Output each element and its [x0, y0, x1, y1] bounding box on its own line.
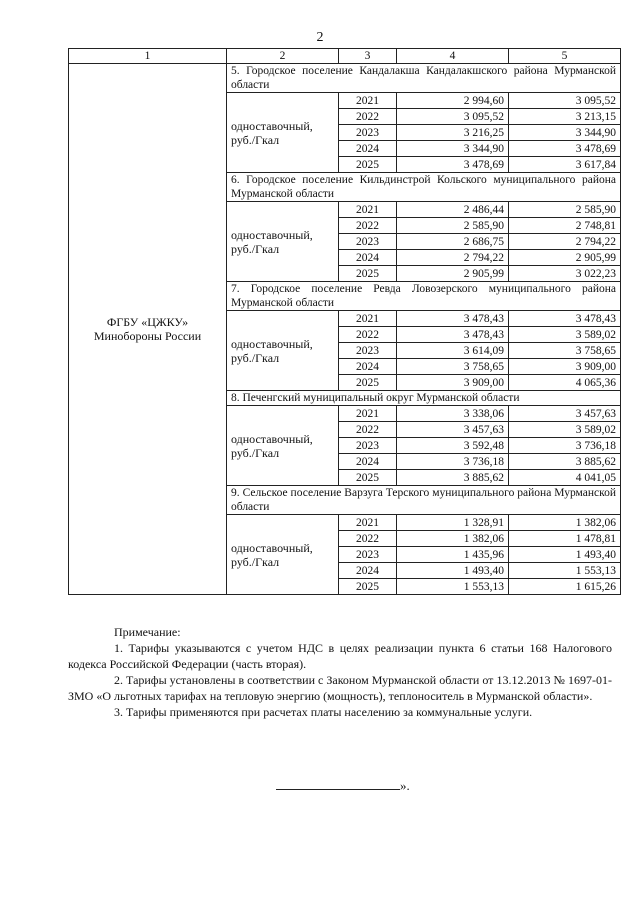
tariff-value-cell: 3 614,09	[397, 343, 509, 359]
year-cell: 2022	[339, 109, 397, 125]
year-cell: 2022	[339, 531, 397, 547]
unit-cell: одноставочный, руб./Гкал	[227, 406, 339, 486]
tariff-value-cell: 3 344,90	[509, 125, 621, 141]
notes-block	[68, 624, 612, 720]
tariff-value-cell: 3 736,18	[509, 438, 621, 454]
tariff-value-cell: 3 478,69	[509, 141, 621, 157]
section-title: 9. Сельское поселение Варзуга Терского муниципального района Мурманской области	[227, 486, 621, 515]
year-cell: 2023	[339, 438, 397, 454]
tariff-value-cell: 2 794,22	[509, 234, 621, 250]
tariff-value-cell: 3 457,63	[509, 406, 621, 422]
tariff-value-cell: 3 885,62	[397, 470, 509, 486]
header-cell: 5	[509, 49, 621, 64]
tariff-value-cell: 2 905,99	[509, 250, 621, 266]
tariff-value-cell: 2 686,75	[397, 234, 509, 250]
unit-cell: одноставочный, руб./Гкал	[227, 311, 339, 391]
section-title: 5. Городское поселение Кандалакша Кандалакшского района Мурманской области	[227, 64, 621, 93]
tariff-value-cell: 3 095,52	[509, 93, 621, 109]
tariff-value-cell: 2 486,44	[397, 202, 509, 218]
year-cell: 2024	[339, 141, 397, 157]
year-cell: 2022	[339, 218, 397, 234]
tariff-value-cell: 1 493,40	[397, 563, 509, 579]
year-cell: 2025	[339, 375, 397, 391]
year-cell: 2023	[339, 125, 397, 141]
tariff-value-cell: 4 065,36	[509, 375, 621, 391]
tariff-value-cell: 3 457,63	[397, 422, 509, 438]
year-cell: 2022	[339, 422, 397, 438]
tariff-value-cell: 3 909,00	[509, 359, 621, 375]
closing-quote: ».	[400, 778, 410, 793]
tariff-value-cell: 3 478,43	[397, 327, 509, 343]
tariff-value-cell: 1 478,81	[509, 531, 621, 547]
tariff-value-cell: 3 909,00	[397, 375, 509, 391]
page-number: 2	[316, 30, 324, 45]
tariff-value-cell: 3 736,18	[397, 454, 509, 470]
header-cell: 2	[227, 49, 339, 64]
year-cell: 2025	[339, 579, 397, 595]
tariff-value-cell: 2 905,99	[397, 266, 509, 282]
section-title: 6. Городское поселение Кильдинстрой Кольского муниципального района Мурманской области	[227, 173, 621, 202]
section-title: 8. Печенгский муниципальный округ Мурманской области	[227, 391, 621, 406]
year-cell: 2021	[339, 515, 397, 531]
unit-cell: одноставочный, руб./Гкал	[227, 202, 339, 282]
year-cell: 2023	[339, 234, 397, 250]
tariff-value-cell: 2 748,81	[509, 218, 621, 234]
tariff-value-cell: 3 344,90	[397, 141, 509, 157]
tariff-value-cell: 3 478,43	[397, 311, 509, 327]
tariff-value-cell: 3 338,06	[397, 406, 509, 422]
year-cell: 2024	[339, 250, 397, 266]
tariff-value-cell: 4 041,05	[509, 470, 621, 486]
unit-cell: одноставочный, руб./Гкал	[227, 515, 339, 595]
note-item: 1. Тарифы указываются с учетом НДС в целях реализации пункта 6 статьи 168 Налогового кодекса Российской Федерации (часть вторая).	[68, 641, 612, 671]
tariff-value-cell: 3 478,69	[397, 157, 509, 173]
tariff-value-cell: 1 615,26	[509, 579, 621, 595]
tariff-value-cell: 1 382,06	[509, 515, 621, 531]
note-item: 3. Тарифы применяются при расчетах платы населению за коммунальные услуги.	[114, 705, 533, 719]
year-cell: 2025	[339, 470, 397, 486]
tariff-value-cell: 3 592,48	[397, 438, 509, 454]
tariff-value-cell: 2 585,90	[397, 218, 509, 234]
year-cell: 2024	[339, 454, 397, 470]
header-cell: 1	[69, 49, 227, 64]
tariff-value-cell: 3 478,43	[509, 311, 621, 327]
tariff-value-cell: 2 794,22	[397, 250, 509, 266]
tariff-value-cell: 3 758,65	[509, 343, 621, 359]
tariff-value-cell: 1 435,96	[397, 547, 509, 563]
year-cell: 2023	[339, 547, 397, 563]
year-cell: 2025	[339, 266, 397, 282]
tariff-value-cell: 3 095,52	[397, 109, 509, 125]
section-title: 7. Городское поселение Ревда Ловозерского муниципального района Мурманской области	[227, 282, 621, 311]
year-cell: 2021	[339, 311, 397, 327]
tariff-value-cell: 1 493,40	[509, 547, 621, 563]
year-cell: 2021	[339, 406, 397, 422]
tariff-value-cell: 3 589,02	[509, 327, 621, 343]
header-cell: 4	[397, 49, 509, 64]
note-item: 2. Тарифы установлены в соответствии с Законом Мурманской области от 13.12.2013 № 1697-01-ЗМО «О льготных тарифах на тепловую энергию (мощность), теплоноситель в Мурманской области».	[68, 673, 612, 703]
unit-cell: одноставочный, руб./Гкал	[227, 93, 339, 173]
year-cell: 2024	[339, 563, 397, 579]
year-cell: 2024	[339, 359, 397, 375]
year-cell: 2021	[339, 202, 397, 218]
tariff-value-cell: 3 758,65	[397, 359, 509, 375]
header-cell: 3	[339, 49, 397, 64]
header-row	[69, 49, 621, 64]
tariff-value-cell: 1 553,13	[397, 579, 509, 595]
signature-line	[276, 779, 400, 790]
organization-cell: ФГБУ «ЦЖКУ» Минобороны России	[69, 64, 227, 595]
tariff-value-cell: 3 022,23	[509, 266, 621, 282]
tariff-value-cell: 3 617,84	[509, 157, 621, 173]
tariff-value-cell: 2 585,90	[509, 202, 621, 218]
tariff-value-cell: 1 328,91	[397, 515, 509, 531]
notes-heading: Примечание:	[114, 625, 181, 639]
year-cell: 2025	[339, 157, 397, 173]
tariff-table	[68, 48, 621, 595]
year-cell: 2023	[339, 343, 397, 359]
tariff-value-cell: 3 213,15	[509, 109, 621, 125]
tariff-value-cell: 3 216,25	[397, 125, 509, 141]
tariff-value-cell: 3 589,02	[509, 422, 621, 438]
tariff-value-cell: 3 885,62	[509, 454, 621, 470]
year-cell: 2021	[339, 93, 397, 109]
year-cell: 2022	[339, 327, 397, 343]
section-title-row	[69, 64, 621, 93]
tariff-value-cell: 1 553,13	[509, 563, 621, 579]
tariff-value-cell: 2 994,60	[397, 93, 509, 109]
tariff-value-cell: 1 382,06	[397, 531, 509, 547]
closing-mark	[276, 778, 410, 794]
